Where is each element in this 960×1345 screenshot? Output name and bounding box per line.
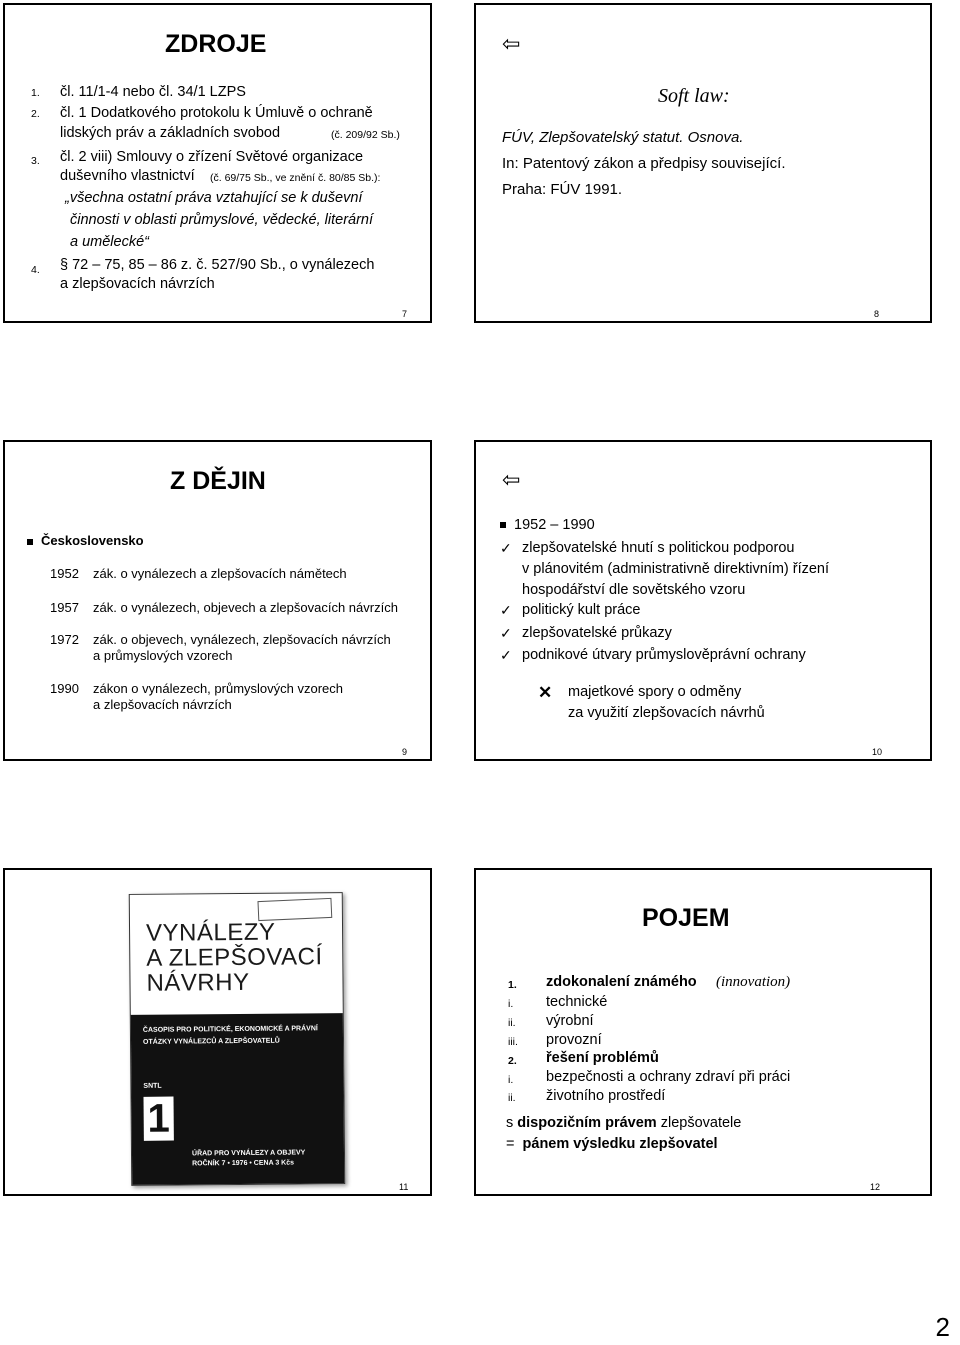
list-item: duševního vlastnictví — [60, 168, 195, 184]
cover-footer: ROČNÍK 7 • 1976 • CENA 3 Kčs — [192, 1159, 295, 1168]
list-number: i. — [508, 1074, 514, 1086]
quote-line: „všechna ostatní práva vztahující se k duševní — [65, 190, 363, 206]
reference-line: FÚV, Zlepšovatelský statut. Osnova. — [502, 129, 744, 146]
list-item: životního prostředí — [546, 1088, 666, 1104]
list-item: výrobní — [546, 1013, 594, 1029]
list-item: bezpečnosti a ochrany zdraví při práci — [546, 1069, 791, 1085]
slide-number: 9 — [402, 747, 408, 757]
slide-zdroje — [3, 3, 432, 323]
quote-line: činnosti v oblasti průmyslové, vědecké, literární — [70, 212, 374, 228]
list-item: technické — [546, 994, 608, 1010]
history-text: zák. o vynálezech a zlepšovacích námětech — [93, 566, 347, 581]
reference-line: In: Patentový zákon a předpisy související. — [502, 155, 786, 172]
slide-number: 11 — [399, 1182, 409, 1192]
list-item: čl. 2 viii) Smlouvy o zřízení Světové organizace — [60, 149, 364, 165]
library-stamp — [257, 898, 332, 921]
history-text: a zlepšovacích návrzích — [93, 697, 232, 712]
cover-subtitle: OTÁZKY VYNÁLEZCŮ A ZLEPŠOVATELŮ — [142, 1037, 280, 1046]
checkmark-icon: ✓ — [500, 540, 512, 556]
slide-title: ZDROJE — [165, 30, 267, 58]
cover-dark-band — [131, 1013, 344, 1185]
year-label: 1952 — [50, 566, 79, 581]
definition-line: s dispozičním právem zlepšovatele — [506, 1115, 742, 1131]
history-text: zák. o vynálezech, objevech a zlepšovacích návrzích — [93, 600, 398, 615]
check-item: zlepšovatelské hnutí s politickou podporou — [522, 540, 795, 556]
cover-title-line: A ZLEPŠOVACÍ — [146, 943, 323, 972]
list-note: (č. 69/75 Sb., ve znění č. 80/85 Sb.): — [210, 172, 381, 184]
history-text: a průmyslových vzorech — [93, 648, 233, 663]
list-item: čl. 1 Dodatkového protokolu k Úmluvě o ochraně — [60, 105, 373, 121]
cover-title-line: VYNÁLEZY — [145, 918, 276, 947]
slide-number: 10 — [872, 747, 883, 757]
check-item: hospodářství dle sovětského vzoru — [522, 582, 746, 598]
list-item: lidských práv a základních svobod — [60, 125, 281, 141]
slide-pojem — [474, 868, 932, 1196]
reference-line: Praha: FÚV 1991. — [502, 181, 623, 198]
slide-z-dejin — [3, 440, 432, 761]
square-bullet-icon — [500, 522, 506, 528]
definition-line: = pánem výsledku zlepšovatel — [506, 1136, 718, 1152]
list-number: 1. — [31, 87, 40, 99]
check-item: podnikové útvary průmyslověprávní ochrany — [522, 647, 806, 663]
list-item: řešení problémů — [546, 1050, 659, 1066]
slide-number: 8 — [874, 309, 880, 319]
year-label: 1972 — [50, 632, 79, 647]
list-note: (č. 209/92 Sb.) — [331, 129, 400, 141]
slide-number: 12 — [870, 1182, 881, 1192]
slide-title: POJEM — [642, 904, 730, 932]
list-item: provozní — [546, 1032, 602, 1048]
list-item: a zlepšovacích návrzích — [60, 276, 215, 292]
cover-title — [146, 919, 323, 996]
slide-soft-law — [474, 3, 932, 323]
cover-issue-number: 1 — [144, 1097, 174, 1141]
history-text: zákon o vynálezech, průmyslových vzorech — [93, 681, 344, 696]
list-number: 2. — [31, 108, 40, 120]
list-extra: (innovation) — [716, 974, 791, 990]
cover-subtitle: ČASOPIS PRO POLITICKÉ, EKONOMICKÉ A PRÁVNÍ — [142, 1025, 318, 1034]
history-text: zák. o objevech, vynálezech, zlepšovacích návrzích — [93, 632, 391, 647]
checkmark-icon: ✓ — [500, 647, 512, 663]
list-item: zdokonalení známého — [546, 974, 697, 990]
slide-title: Z DĚJIN — [170, 467, 266, 495]
list-number: 1. — [508, 979, 517, 991]
sheet-page-number: 2 — [935, 1312, 950, 1342]
list-number: 2. — [508, 1055, 517, 1067]
slide-history-detail — [474, 440, 932, 761]
slide-journal-cover — [3, 868, 432, 1196]
cross-icon: ✕ — [538, 683, 553, 702]
check-item: v plánovitém (administrativně direktivním) řízení — [522, 561, 830, 577]
journal-cover-image — [129, 892, 346, 1186]
list-number: i. — [508, 998, 514, 1010]
checkmark-icon: ✓ — [500, 602, 512, 618]
check-item: politický kult práce — [522, 602, 641, 618]
list-number: 3. — [31, 155, 40, 167]
cover-publisher: SNTL — [143, 1082, 162, 1090]
slide-number: 7 — [402, 309, 408, 319]
list-number: ii. — [508, 1092, 516, 1104]
list-item: § 72 – 75, 85 – 86 z. č. 527/90 Sb., o vynálezech — [60, 257, 375, 273]
checkmark-icon: ✓ — [500, 625, 512, 641]
check-item: zlepšovatelské průkazy — [522, 625, 672, 641]
year-label: 1957 — [50, 600, 79, 615]
list-item: čl. 11/1-4 nebo čl. 34/1 LZPS — [60, 84, 246, 100]
cross-item: za využití zlepšovacích návrhů — [568, 705, 765, 721]
back-arrow-icon: ⇦ — [502, 467, 521, 492]
bullet-heading: Československo — [27, 533, 144, 548]
cross-item: majetkové spory o odměny — [568, 684, 742, 700]
back-arrow-icon: ⇦ — [502, 31, 521, 56]
cover-title-line: NÁVRHY — [146, 968, 250, 997]
bullet-heading: 1952 – 1990 — [500, 517, 595, 533]
slide-heading: Soft law: — [658, 85, 730, 107]
year-label: 1990 — [50, 681, 79, 696]
list-number: 4. — [31, 264, 40, 276]
cover-footer: ÚŘAD PRO VYNÁLEZY A OBJEVY — [191, 1149, 306, 1158]
list-number: iii. — [508, 1036, 518, 1048]
quote-line: a umělecké“ — [70, 234, 149, 250]
list-number: ii. — [508, 1017, 516, 1029]
square-bullet-icon — [27, 539, 33, 545]
